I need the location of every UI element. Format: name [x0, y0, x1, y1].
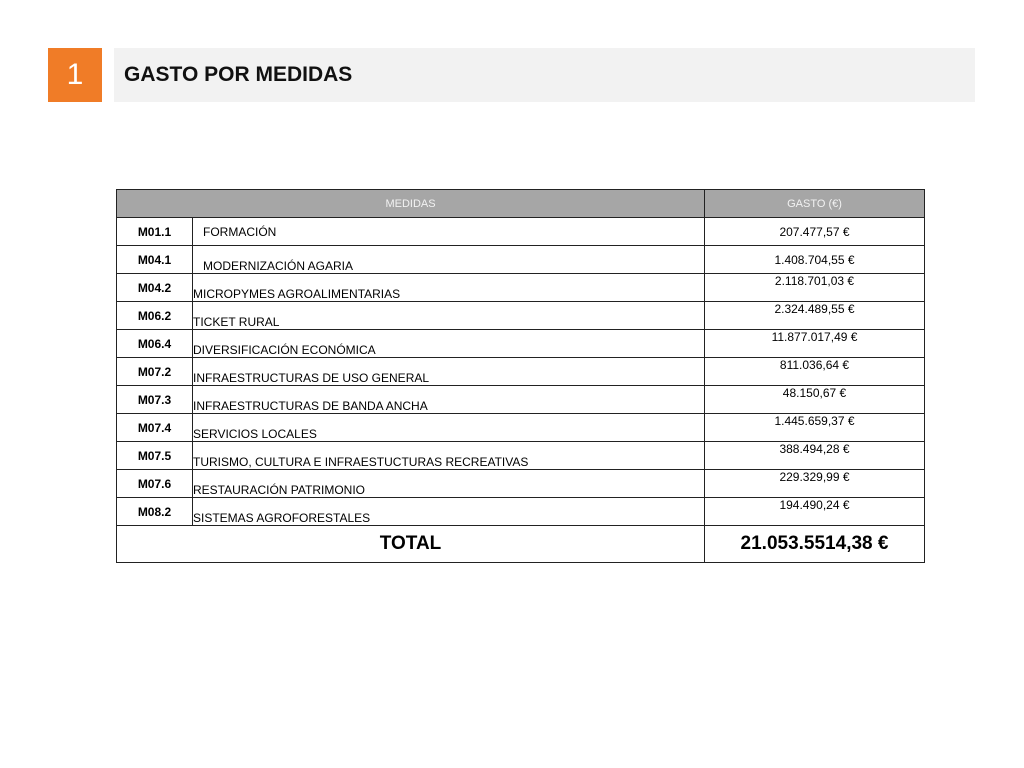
measure-name: SERVICIOS LOCALES: [193, 414, 705, 442]
measure-code: M07.4: [117, 414, 193, 442]
measure-code: M01.1: [117, 218, 193, 246]
measure-name: TICKET RURAL: [193, 302, 705, 330]
measure-amount: 11.877.017,49 €: [705, 330, 925, 358]
measure-name: FORMACIÓN: [193, 218, 705, 246]
table-row: [117, 330, 925, 358]
measure-code: M04.2: [117, 274, 193, 302]
table-row: [117, 302, 925, 330]
measure-name: INFRAESTRUCTURAS DE BANDA ANCHA: [193, 386, 705, 414]
measure-code: M06.4: [117, 330, 193, 358]
table-header-row: [117, 190, 925, 218]
page-title: GASTO POR MEDIDAS: [124, 63, 353, 86]
total-label: TOTAL: [117, 526, 705, 563]
measure-amount: 2.324.489,55 €: [705, 302, 925, 330]
title-bar: [114, 48, 975, 102]
measure-code: M04.1: [117, 246, 193, 274]
measure-code: M07.6: [117, 470, 193, 498]
table-row: [117, 246, 925, 274]
measure-amount: 229.329,99 €: [705, 470, 925, 498]
measure-name: MODERNIZACIÓN AGARIA: [193, 246, 705, 274]
column-header-measures: MEDIDAS: [117, 190, 705, 218]
table-row: [117, 274, 925, 302]
table-row: [117, 358, 925, 386]
measure-code: M08.2: [117, 498, 193, 526]
table-row: [117, 386, 925, 414]
measure-amount: 48.150,67 €: [705, 386, 925, 414]
table-row: [117, 470, 925, 498]
measure-name: DIVERSIFICACIÓN ECONÓMICA: [193, 330, 705, 358]
section-number-badge: 1: [48, 48, 102, 102]
total-row: [117, 526, 925, 563]
total-amount: 21.053.5514,38 €: [705, 526, 925, 563]
measure-amount: 207.477,57 €: [705, 218, 925, 246]
table-row: [117, 442, 925, 470]
measure-amount: 388.494,28 €: [705, 442, 925, 470]
measure-amount: 1.445.659,37 €: [705, 414, 925, 442]
measure-amount: 811.036,64 €: [705, 358, 925, 386]
column-header-spending: GASTO (€): [705, 190, 925, 218]
measure-name: MICROPYMES AGROALIMENTARIAS: [193, 274, 705, 302]
measure-code: M07.5: [117, 442, 193, 470]
measure-amount: 1.408.704,55 €: [705, 246, 925, 274]
measure-name: RESTAURACIÓN PATRIMONIO: [193, 470, 705, 498]
measures-table: [116, 189, 925, 563]
measure-amount: 2.118.701,03 €: [705, 274, 925, 302]
measure-code: M07.3: [117, 386, 193, 414]
measure-name: SISTEMAS AGROFORESTALES: [193, 498, 705, 526]
table-row: [117, 498, 925, 526]
table-row: [117, 414, 925, 442]
measure-name: INFRAESTRUCTURAS DE USO GENERAL: [193, 358, 705, 386]
measure-amount: 194.490,24 €: [705, 498, 925, 526]
measure-code: M06.2: [117, 302, 193, 330]
measure-code: M07.2: [117, 358, 193, 386]
measure-name: TURISMO, CULTURA E INFRAESTUCTURAS RECREATIVAS: [193, 442, 705, 470]
table-row: [117, 218, 925, 246]
